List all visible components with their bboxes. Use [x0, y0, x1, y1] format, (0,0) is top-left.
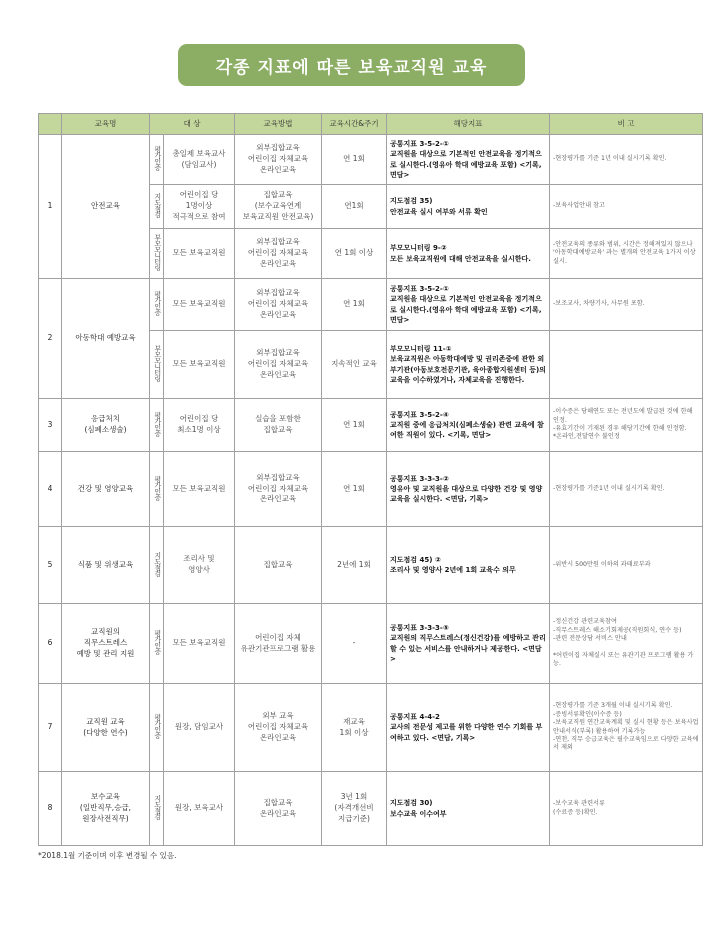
indicator-cell: 지도점검 35) 안전교육 실시 여부와 서류 확인 — [387, 185, 550, 229]
table-row — [39, 399, 703, 452]
method-cell: 외부집합교육 어린이집 자체교육 온라인교육 — [235, 229, 322, 279]
row-number: 1 — [39, 135, 62, 279]
header-method: 교육방법 — [235, 114, 322, 135]
method-cell: 집합교육 (보수교육연계 보육교직원 안전교육) — [235, 185, 322, 229]
indicator-cell: 공통지표 3-5-2-① 교직원을 대상으로 기본적인 안전교육을 정기적으로 실시한다.(영유아 학대 예방교육 포함) <기록, 면담> — [387, 135, 550, 185]
indicator-kind-label: 지도점검 — [153, 795, 162, 820]
target-cell: 어린이집 당 1명이상 적극적으로 참여 — [164, 185, 235, 229]
note-cell: -현장평가를 기준 3개월 이내 실시기록 확인. -증빙서류확인(이수증 등) -보육교직원 연간교육계획 및 실시 현황 등은 보육사업안내서식(부록) 활용하여 기록가능 -연천, 직무 승급교육은 필수교육임으로 다양한 교육에서 제외 — [550, 684, 703, 772]
row-number: 3 — [39, 399, 62, 452]
note-cell: -이수증은 당해연도 또는 전년도에 발급된 것에 한해 인정. -유효기간이 기재된 경우 해당기간에 한해 인정함. *온라인,전달연수 불인정 — [550, 399, 703, 452]
note-cell — [550, 331, 703, 399]
table-row — [39, 772, 703, 846]
table-row — [39, 279, 703, 331]
method-cell: 외부집합교육 어린이집 자체교육 온라인교육 — [235, 135, 322, 185]
education-name: 교직원 교육 (다양한 연수) — [62, 684, 150, 772]
target-cell: 조리사 및 영양사 — [164, 527, 235, 604]
table-row — [39, 604, 703, 684]
note-cell: -정신건강 관련교육참여 -직무스트레스 해소기회제공(직원회식, 연수 등) -관련 전문상담 서비스 안내 *어린이집 자체실시 또는 유관기관 프로그램 활용 가능. — [550, 604, 703, 684]
footnote: *2018.1월 기준이며 이후 변경될 수 있음. — [38, 851, 177, 860]
indicator-kind — [150, 452, 164, 527]
time-cell: - — [322, 604, 387, 684]
method-cell: 외부 교육 어린이집 자체교육 온라인교육 — [235, 684, 322, 772]
indicator-kind-label: 평가인증 — [153, 714, 162, 739]
method-cell: 실습을 포함한 집합교육 — [235, 399, 322, 452]
time-cell: 연 1회 — [322, 279, 387, 331]
time-cell: 연 1회 이상 — [322, 229, 387, 279]
indicator-cell: 공통지표 3-3-3-② 영유아 및 교직원을 대상으로 다양한 건강 및 영양교육을 실시한다. <면담, 기록> — [387, 452, 550, 527]
table-row — [39, 684, 703, 772]
time-cell: 3년 1회 (자격개선비 지급기준) — [322, 772, 387, 846]
indicator-cell: 부모모니터링 9-② 모든 보육교직원에 대해 안전교육을 실시한다. — [387, 229, 550, 279]
time-cell: 지속적인 교육 — [322, 331, 387, 399]
note-cell: -위반시 500만원 이하의 과태료부과 — [550, 527, 703, 604]
education-name: 안전교육 — [62, 135, 150, 279]
header-note: 비 고 — [550, 114, 703, 135]
note-cell: -보조교사, 차량기사, 사무원 포함. — [550, 279, 703, 331]
indicator-kind-label: 부모모니터링 — [153, 234, 162, 271]
indicator-kind — [150, 331, 164, 399]
time-cell: 연1회 — [322, 185, 387, 229]
table-row — [39, 527, 703, 604]
row-number: 6 — [39, 604, 62, 684]
target-cell: 모든 보육교직원 — [164, 331, 235, 399]
method-cell: 외부집합교육 어린이집 자체교육 온라인교육 — [235, 331, 322, 399]
method-cell: 외부집합교육 어린이집 자체교육 온라인교육 — [235, 452, 322, 527]
education-table — [38, 113, 703, 846]
indicator-kind-label: 평가인증 — [153, 630, 162, 655]
note-cell: -현장평가를 기준 1년 이내 실시기록 확인. — [550, 135, 703, 185]
indicator-kind — [150, 135, 164, 185]
indicator-kind-label: 평가인증 — [153, 291, 162, 316]
table-row — [39, 135, 703, 185]
target-cell: 어린이집 당 최소1명 이상 — [164, 399, 235, 452]
indicator-kind-label: 평가인증 — [153, 475, 162, 500]
indicator-kind — [150, 229, 164, 279]
indicator-cell: 공통지표 3-5-2-④ 교직원 중에 응급처치(심폐소생술) 관련 교육에 참여한 직원이 있다. <기록, 면담> — [387, 399, 550, 452]
indicator-kind-label: 평가인증 — [153, 146, 162, 171]
table-header-row — [39, 114, 703, 135]
indicator-kind — [150, 185, 164, 229]
row-number: 5 — [39, 527, 62, 604]
note-cell: -현장평가를 기준1년 이내 실시기록 확인. — [550, 452, 703, 527]
method-cell: 집합교육 온라인교육 — [235, 772, 322, 846]
target-cell: 모든 보육교직원 — [164, 279, 235, 331]
row-number: 8 — [39, 772, 62, 846]
target-cell: 모든 보육교직원 — [164, 229, 235, 279]
method-cell: 집합교육 — [235, 527, 322, 604]
indicator-kind — [150, 399, 164, 452]
indicator-cell: 부모모니터링 11-① 보육교직원은 아동학대예방 및 권리존중에 관한 외부기관(아동보호전문기관, 육아종합지원센터 등)의 교육을 이수하였거나, 자체교육을 진행한다. — [387, 331, 550, 399]
header-indicator: 해당지표 — [387, 114, 550, 135]
row-number: 4 — [39, 452, 62, 527]
time-cell: 재교육 1회 이상 — [322, 684, 387, 772]
indicator-cell: 공통지표 3-3-3-⑤ 교직원의 직무스트레스(정신건강)를 예방하고 관리할 수 있는 서비스를 안내하거나 제공한다. <면담> — [387, 604, 550, 684]
indicator-kind — [150, 527, 164, 604]
header-target: 대 상 — [150, 114, 235, 135]
row-number: 2 — [39, 279, 62, 399]
note-cell: -보수교육 관련서류 (수료증 등)확인. — [550, 772, 703, 846]
indicator-cell: 공통지표 4-4-2 교사의 전문성 제고를 위한 다양한 연수 기회를 부여하고 있다. <면담, 기록> — [387, 684, 550, 772]
header-name: 교육명 — [62, 114, 150, 135]
time-cell: 연 1회 — [322, 399, 387, 452]
indicator-kind — [150, 772, 164, 846]
time-cell: 연 1회 — [322, 135, 387, 185]
indicator-kind — [150, 604, 164, 684]
indicator-cell: 공통지표 3-5-2-① 교직원을 대상으로 기본적인 안전교육을 정기적으로 실시한다.(영유아 학대 예방교육 포함) <기록, 면담> — [387, 279, 550, 331]
header-time: 교육시간&주기 — [322, 114, 387, 135]
indicator-kind — [150, 279, 164, 331]
indicator-kind-label: 부모모니터링 — [153, 345, 162, 382]
time-cell: 2년에 1회 — [322, 527, 387, 604]
note-cell: -보육사업안내 참고 — [550, 185, 703, 229]
note-cell: -안전교육의 종류와 범위, 시간은 정해져있지 않으나 '아동학대예방교육' 과는 별개의 안전교육 1가지 이상실시. — [550, 229, 703, 279]
table-row — [39, 452, 703, 527]
indicator-kind — [150, 684, 164, 772]
page-title: 각종 지표에 따른 보육교직원 교육 — [178, 44, 525, 86]
target-cell: 모든 보육교직원 — [164, 604, 235, 684]
method-cell: 외부집합교육 어린이집 자체교육 온라인교육 — [235, 279, 322, 331]
indicator-kind-label: 지도점검 — [153, 551, 162, 576]
target-cell: 원장, 보육교사 — [164, 772, 235, 846]
indicator-kind-label: 지도점검 — [153, 193, 162, 218]
education-name: 식품 및 위생교육 — [62, 527, 150, 604]
indicator-cell: 지도점검 30) 보수교육 이수여부 — [387, 772, 550, 846]
indicator-cell: 지도점검 45) ② 조리사 및 영양사 2년에 1회 교육수 의무 — [387, 527, 550, 604]
education-name: 교직원의 직무스트레스 예방 및 관리 지원 — [62, 604, 150, 684]
method-cell: 어린이집 자체 유관기관프로그램 활용 — [235, 604, 322, 684]
target-cell: 총일제 보육교사 (담임교사) — [164, 135, 235, 185]
education-name: 아동학대 예방교육 — [62, 279, 150, 399]
education-name: 보수교육 (일반직무,승급, 원장사전직무) — [62, 772, 150, 846]
indicator-kind-label: 평가인증 — [153, 411, 162, 436]
row-number: 7 — [39, 684, 62, 772]
education-name: 건강 및 영양교육 — [62, 452, 150, 527]
header-num — [39, 114, 62, 135]
time-cell: 연 1회 — [322, 452, 387, 527]
target-cell: 모든 보육교직원 — [164, 452, 235, 527]
target-cell: 원장, 담임교사 — [164, 684, 235, 772]
education-name: 응급처치 (심폐소생술) — [62, 399, 150, 452]
